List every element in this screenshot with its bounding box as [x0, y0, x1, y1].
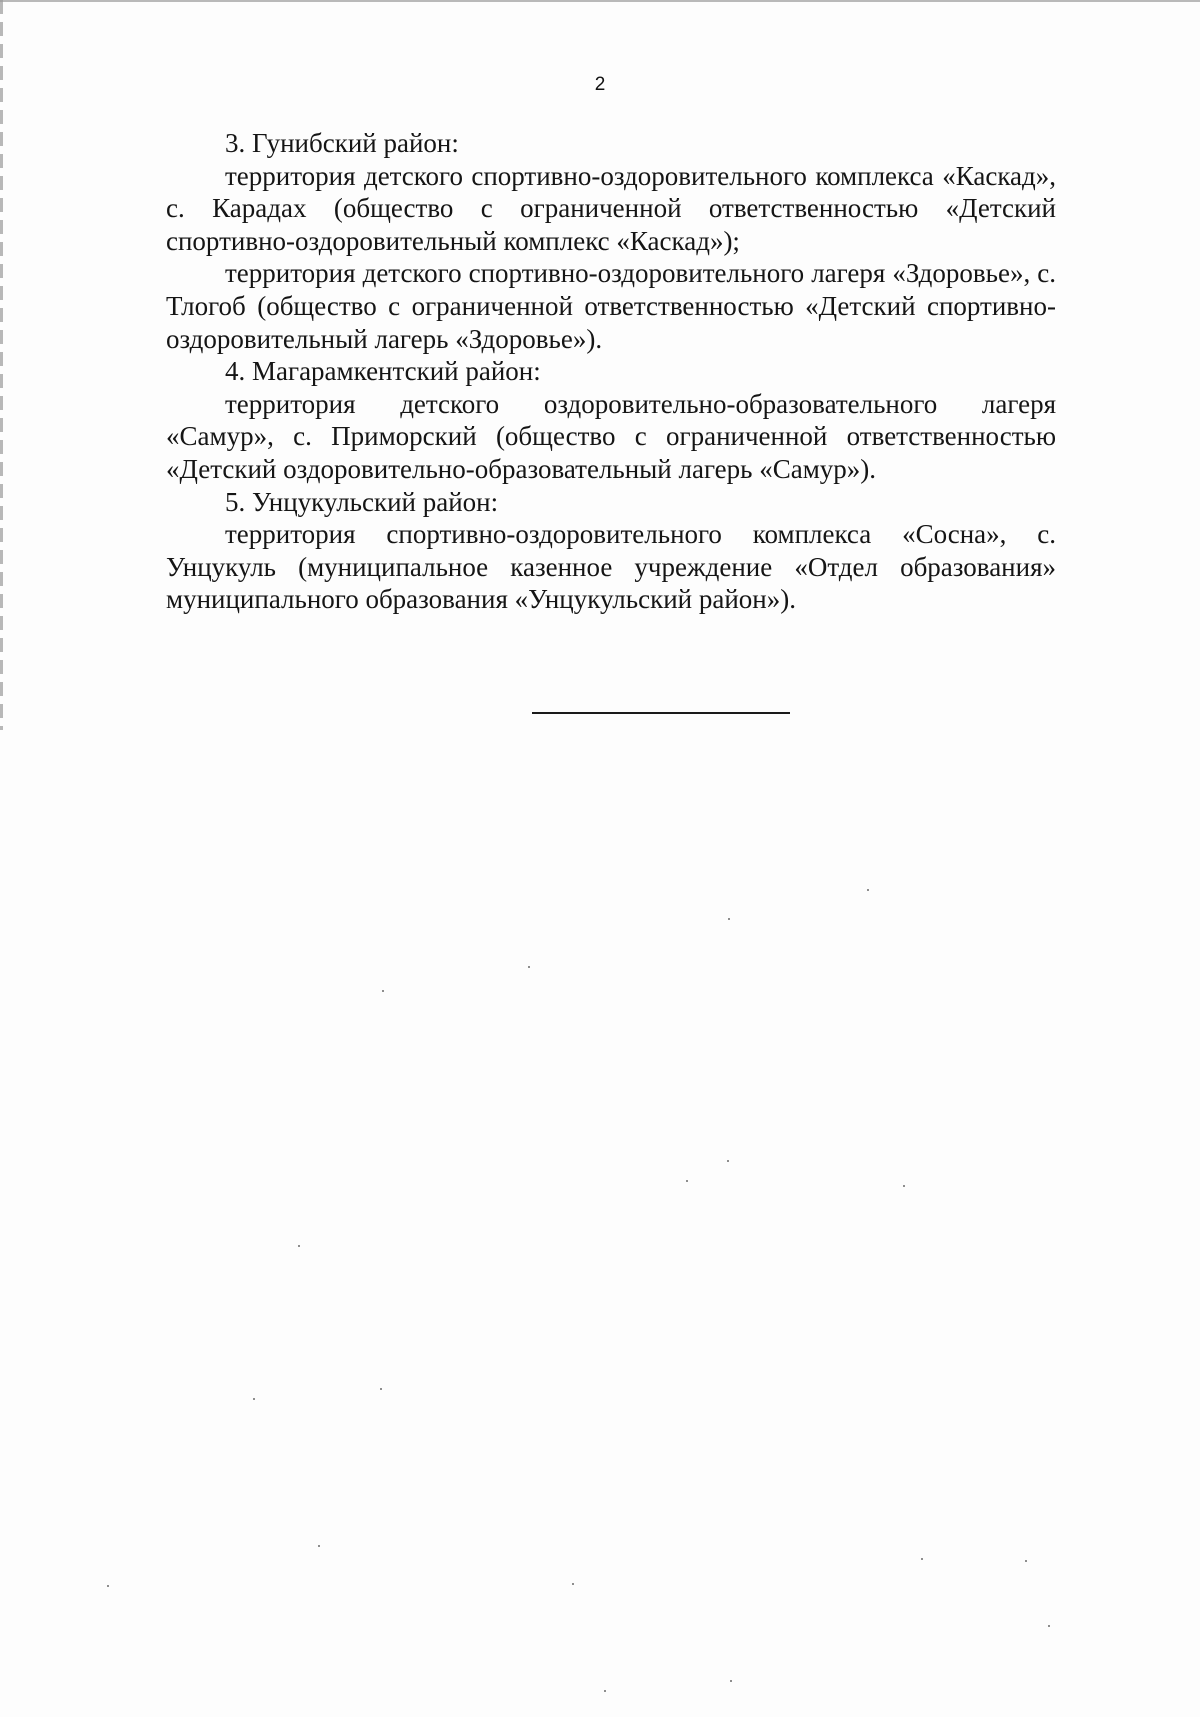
scan-speck	[903, 1185, 905, 1187]
paragraph-samur: территория детского оздоровительно-образовательного лагеря «Самур», с. Приморский (общество с ограниченной ответственностью «Детский оздоровительно-образовательный лагерь «Самур»).	[166, 388, 1056, 484]
paragraph-zdorovye: территория детского спортивно-оздоровительного лагеря «Здоровье», с. Тлогоб (общество с ограниченной ответственностью «Детский спортивно-оздоровительный лагерь «Здоровье»).	[166, 258, 1056, 354]
scan-speck	[318, 1545, 320, 1547]
scan-speck	[867, 889, 869, 891]
scan-speck	[604, 1690, 606, 1692]
scan-speck	[686, 1180, 688, 1182]
scan-speck	[253, 1398, 255, 1400]
scan-speck	[298, 1245, 300, 1247]
district-heading-magaramkent: 4. Магарамкентский район:	[225, 356, 541, 387]
end-separator-line	[532, 712, 790, 714]
scan-speck	[921, 1558, 923, 1560]
scan-speck	[1048, 1625, 1050, 1627]
scan-edge-top	[0, 0, 1200, 2]
district-heading-untsukul: 5. Унцукульский район:	[225, 486, 499, 517]
scan-edge-left	[0, 0, 3, 730]
district-heading-gunib: 3. Гунибский район:	[225, 128, 459, 158]
page-number: 2	[594, 74, 606, 95]
scan-speck	[380, 1388, 382, 1390]
scan-speck	[382, 990, 384, 992]
scan-speck	[1025, 1560, 1027, 1562]
paragraph-sosna: территория спортивно-оздоровительного комплекса «Сосна», с. Унцукуль (муниципальное казенное учреждение «Отдел образования» муниципального образования «Унцукульский район»).	[166, 519, 1056, 615]
scan-speck	[727, 1160, 729, 1162]
paragraph-kaskad: территория детского спортивно-оздоровительного комплекса «Каскад», с. Карадах (общество с ограниченной ответственностью «Детский спортивно-оздоровительный комплекс «Каскад»);	[166, 160, 1056, 256]
scan-speck	[572, 1583, 574, 1585]
document-body	[166, 127, 1056, 616]
scan-speck	[528, 966, 530, 968]
scan-speck	[107, 1585, 109, 1587]
scan-speck	[728, 918, 730, 920]
scan-speck	[730, 1680, 732, 1682]
